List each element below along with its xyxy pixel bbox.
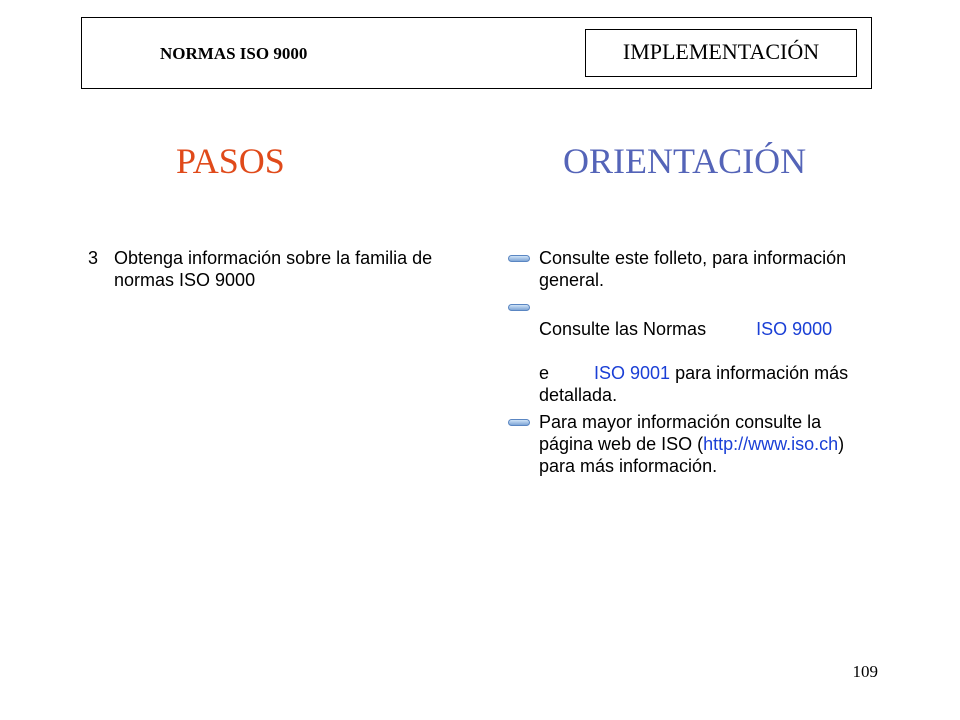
conjunction-text: e <box>539 363 550 383</box>
web-outro-text: ) para más información. <box>539 434 845 476</box>
norms-label: Consulte las Normas <box>539 319 707 339</box>
iso-9001-link[interactable]: ISO 9001 <box>594 363 671 383</box>
orientation-item-text <box>539 296 869 406</box>
section-label: IMPLEMENTACIÓN <box>585 29 857 77</box>
web-intro-text: Para mayor información consulte la página web de ISO ( <box>539 412 822 454</box>
orientation-item-text: Consulte este folleto, para información general. <box>539 248 847 290</box>
header-box <box>81 17 872 89</box>
step-number: 3 <box>88 248 99 268</box>
orientation-item-text <box>539 411 869 477</box>
detail-text: para información más detallada. <box>539 363 849 405</box>
step-description: Obtenga información sobre la familia de normas ISO 9000 <box>114 248 433 290</box>
page-number: 109 <box>852 662 878 681</box>
bullet-icon <box>508 304 530 311</box>
iso-9000-link[interactable]: ISO 9000 <box>756 319 833 339</box>
steps-heading: PASOS <box>176 141 285 181</box>
bullet-icon <box>508 419 530 426</box>
orientation-heading: ORIENTACIÓN <box>563 141 807 181</box>
iso-website-link[interactable]: http://www.iso.ch <box>703 434 839 454</box>
document-title: NORMAS ISO 9000 <box>160 44 308 63</box>
bullet-icon <box>508 255 530 262</box>
